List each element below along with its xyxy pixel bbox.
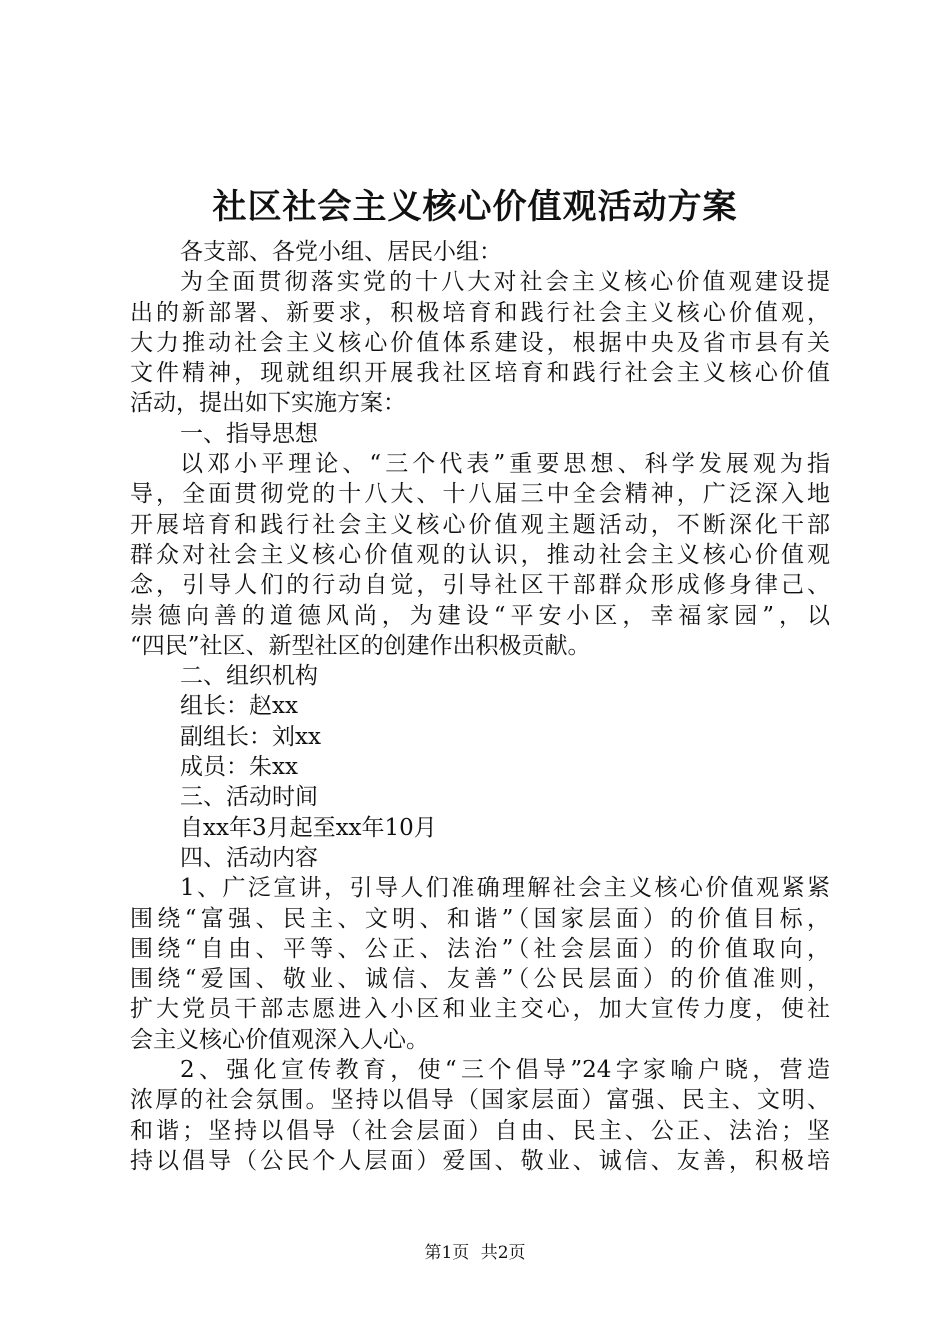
document-title: 社区社会主义核心价值观活动方案 bbox=[212, 187, 738, 227]
document-body bbox=[130, 237, 830, 1176]
text-line: 大力推动社会主义核心价值体系建设，根据中央及省市县有关 bbox=[130, 329, 830, 356]
page-footer bbox=[0, 1240, 950, 1266]
section-heading: 四、活动内容 bbox=[180, 844, 318, 871]
text-line: 以邓小平理论、“三个代表”重要思想、科学发展观为指 bbox=[180, 451, 830, 478]
text-line: 导，全面贯彻党的十八大、十八届三中全会精神，广泛深入地 bbox=[130, 481, 830, 508]
text-line: “四民”社区、新型社区的创建作出积极贡献。 bbox=[130, 632, 591, 659]
section-heading: 一、指导思想 bbox=[180, 420, 318, 447]
text-line: 出的新部署、新要求，积极培育和践行社会主义核心价值观， bbox=[130, 299, 830, 326]
text-line: 活动，提出如下实施方案： bbox=[130, 390, 406, 417]
text-line: 文件精神，现就组织开展我社区培育和践行社会主义核心价值 bbox=[130, 360, 830, 387]
text-line: 念，引导人们的行动自觉，引导社区干部群众形成修身律己、 bbox=[130, 572, 830, 599]
text-line: 为全面贯彻落实党的十八大对社会主义核心价值观建设提 bbox=[180, 269, 830, 296]
section-heading: 三、活动时间 bbox=[180, 784, 318, 811]
text-line: 崇德向善的道德风尚，为建设“平安小区，幸福家园”，以 bbox=[130, 602, 830, 629]
text-line: 浓厚的社会氛围。坚持以倡导（国家层面）富强、民主、文明、 bbox=[130, 1087, 830, 1114]
text-line: 会主义核心价值观深入人心。 bbox=[130, 1026, 429, 1053]
text-line: 副组长：刘xx bbox=[180, 723, 321, 750]
text-line: 围绕“自由、平等、公正、法治”（社会层面）的价值取向， bbox=[130, 935, 830, 962]
text-line: 成员：朱xx bbox=[180, 754, 298, 781]
text-line: 组长：赵xx bbox=[180, 693, 298, 720]
text-line: 2、强化宣传教育，使“三个倡导”24字家喻户晓，营造 bbox=[180, 1057, 830, 1084]
text-line: 自xx年3月起至xx年10月 bbox=[180, 814, 437, 841]
page-total: 共2页 bbox=[480, 1243, 526, 1263]
text-line: 围绕“爱国、敬业、诚信、友善”（公民层面）的价值准则， bbox=[130, 966, 830, 993]
text-line: 各支部、各党小组、居民小组： bbox=[180, 239, 502, 265]
text-line: 围绕“富强、民主、文明、和谐”（国家层面）的价值目标， bbox=[130, 905, 830, 932]
text-line: 1、广泛宣讲，引导人们准确理解社会主义核心价值观紧紧 bbox=[180, 875, 830, 902]
text-line: 和谐；坚持以倡导（社会层面）自由、民主、公正、法治；坚 bbox=[130, 1117, 830, 1144]
text-line: 持以倡导（公民个人层面）爱国、敬业、诚信、友善，积极培 bbox=[130, 1147, 830, 1174]
text-line: 扩大党员干部志愿进入小区和业主交心，加大宣传力度，使社 bbox=[130, 996, 830, 1023]
section-heading: 二、组织机构 bbox=[180, 663, 318, 690]
text-line: 群众对社会主义核心价值观的认识，推动社会主义核心价值观 bbox=[130, 541, 830, 568]
text-line: 开展培育和践行社会主义核心价值观主题活动，不断深化干部 bbox=[130, 511, 830, 538]
page-number: 第1页 bbox=[424, 1243, 470, 1263]
